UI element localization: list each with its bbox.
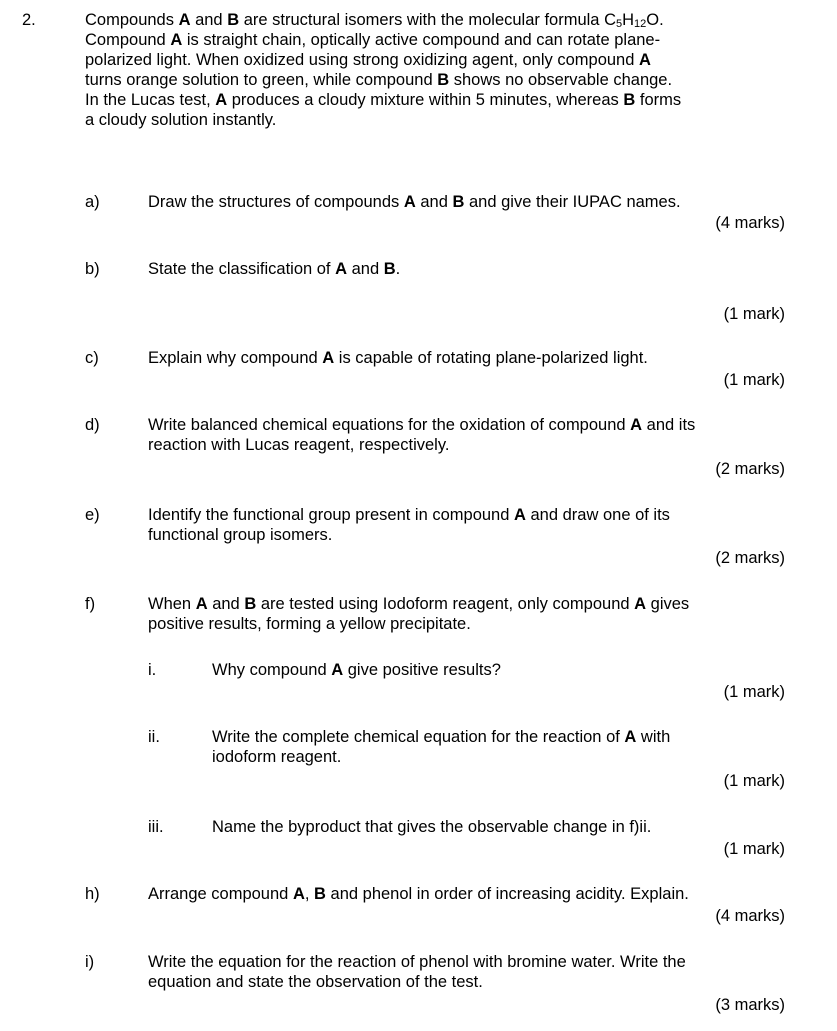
part-c-label: c) xyxy=(85,349,99,367)
part-a-label: a) xyxy=(85,193,100,211)
part-h-label: h) xyxy=(85,885,100,903)
part-f-iii-label: iii. xyxy=(148,818,164,836)
part-h-marks: (4 marks) xyxy=(715,907,785,925)
part-e-text: Identify the functional group present in compound A and draw one of its functional group isomers. xyxy=(148,506,670,544)
stem-line-5: In the Lucas test, A produces a cloudy mixture within 5 minutes, whereas B forms xyxy=(85,91,682,109)
part-f-i-text: Why compound A give positive results? xyxy=(212,661,501,679)
part-a-marks: (4 marks) xyxy=(715,214,785,232)
part-b-text: State the classification of A and B. xyxy=(148,260,401,278)
part-f-i-label: i. xyxy=(148,661,157,679)
part-b-label: b) xyxy=(85,260,100,278)
part-i-label: i) xyxy=(85,953,95,971)
part-f-ii-label: ii. xyxy=(148,728,160,746)
part-d-text: Write balanced chemical equations for the oxidation of compound A and its reaction with Lucas reagent, respectively. xyxy=(148,416,696,454)
part-f-iii-text: Name the byproduct that gives the observable change in f)ii. xyxy=(212,818,652,836)
part-c-text: Explain why compound A is capable of rotating plane-polarized light. xyxy=(148,349,648,367)
part-d-marks: (2 marks) xyxy=(715,460,785,478)
part-e-marks: (2 marks) xyxy=(715,549,785,567)
part-e-label: e) xyxy=(85,506,100,524)
question-number: 2. xyxy=(22,11,36,29)
part-b-marks: (1 mark) xyxy=(723,305,785,323)
part-a-text: Draw the structures of compounds A and B and give their IUPAC names. xyxy=(148,193,681,211)
part-d-label: d) xyxy=(85,416,100,434)
part-f-label: f) xyxy=(85,595,96,613)
part-i-marks: (3 marks) xyxy=(715,996,785,1014)
part-c-marks: (1 mark) xyxy=(723,371,785,389)
stem-line-1: Compounds A and B are structural isomers with the molecular formula $C_5H_{12}O$. xyxy=(85,11,664,30)
part-i-text: Write the equation for the reaction of phenol with bromine water. Write the equation and state the observation of the test. xyxy=(148,953,686,991)
part-h-text: Arrange compound A, B and phenol in order of increasing acidity. Explain. xyxy=(148,885,689,903)
part-f-i-marks: (1 mark) xyxy=(723,683,785,701)
part-f-ii-text: Write the complete chemical equation for the reaction of A with iodoform reagent. xyxy=(212,728,671,766)
stem-line-6: a cloudy solution instantly. xyxy=(85,111,277,129)
stem-line-4: turns orange solution to green, while compound B shows no observable change. xyxy=(85,71,673,89)
stem-line-2: Compound A is straight chain, optically active compound and can rotate plane- xyxy=(85,31,661,49)
question-stem xyxy=(85,10,785,130)
stem-line-3: polarized light. When oxidized using strong oxidizing agent, only compound A xyxy=(85,51,651,69)
part-f-text: When A and B are tested using Iodoform reagent, only compound A gives positive results, forming a yellow precipitate. xyxy=(148,595,690,633)
part-f-iii-marks: (1 mark) xyxy=(723,840,785,858)
part-f-ii-marks: (1 mark) xyxy=(723,772,785,790)
